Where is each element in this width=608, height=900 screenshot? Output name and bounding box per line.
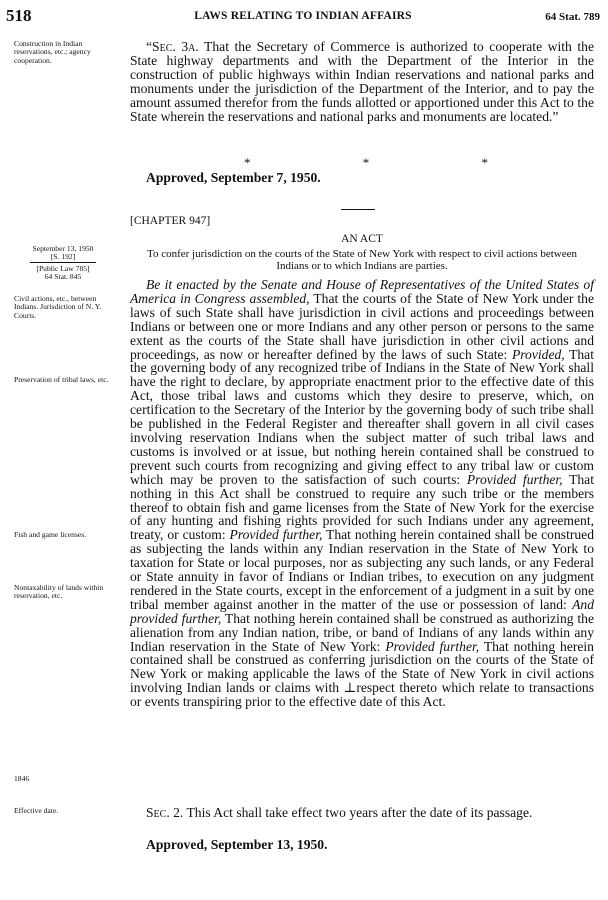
- enacting-text: That nothing herein contained shall be construed as subjecting the lands within any Indian reservation in the State of New York to taxation for State or local purposes, nor as subjecting any such lands, or any Federal or State annuity in favor of Indians or Indian tribes, to execution on any judgment rendered in the State courts, except in the enforcement of a judgment in a suit by one tribal member against another in the matter of the use or possession of land:: [130, 527, 595, 612]
- proviso: Provided further,: [385, 638, 480, 654]
- proviso: Provided further,: [466, 471, 563, 487]
- sidenote-date-text: September 13, 1950: [32, 244, 94, 253]
- act-title: To confer jurisdiction on the courts of the State of New York with respect to civil actions between Indians or to which Indians are parties.: [147, 248, 577, 272]
- enacting-text: That nothing herein contained shall be construed as conferring jurisdiction on the courts of the State of New York or making applicable the laws of the State of New York in civil actions involving Indian lands or claims with ⊥respect thereto which relate to transactions or events transpiring prior to the effective date of this Act.: [130, 638, 594, 710]
- enacting-text: That nothing in this Act shall be construed to require any such tribe or the members thereof to obtain fish and game licenses from the State of New York for the exercise of any hunting and fishing rights provided for such Indians under any agreement, treaty, or custom:: [130, 471, 594, 543]
- enacting-text: That the governing body of any recognized tribe of Indians in the State of New York shall have the right to declare, by appropriate enactment prior to the effective date of this Act, those tribal laws and customs which they desire to preserve, which, on certification to the Secretary of the Interior by the governing body of such tribe shall be published in the Federal Register and thereafter shall govern in all civil cases involving reservation Indians when the subject matter of such tribal laws and customs is involved or at issue, but nothing herein contained shall be construed to prevent such courts from recognizing and giving effect to any tribal law or custom which may be proven to the satisfaction of such courts:: [130, 346, 594, 487]
- sidenote-date: [8, 245, 118, 282]
- section-3a-label: “Sec. 3a.: [146, 39, 199, 54]
- approval-date-2: Approved, September 13, 1950.: [146, 837, 328, 852]
- enacting-clause: [130, 278, 594, 709]
- page-header: [6, 6, 600, 26]
- enacting-text: That nothing herein contained shall be construed as authorizing the alienation from any Indian nation, tribe, or band of Indians of any lands within any Indian reservation in the State of New York:: [130, 610, 595, 654]
- act-heading: AN ACT: [341, 233, 383, 245]
- approval-date-1: Approved, September 7, 1950.: [146, 170, 321, 185]
- running-head: LAWS RELATING TO INDIAN AFFAIRS: [194, 10, 412, 22]
- section-divider: [341, 209, 375, 210]
- stat-reference: 64 Stat. 789: [545, 11, 600, 23]
- sidenote-stat: 64 Stat. 845: [44, 272, 82, 282]
- star: *: [244, 155, 251, 170]
- sidenote-effective: Effective date.: [14, 806, 59, 815]
- enacting-text: That the courts of the State of New York under the laws of such State shall have jurisdiction in civil actions and proceedings between Indians or between one or more Indians and any other person or persons to the same extent as the courts of the State shall have jurisdiction in other civil actions and proceedings, as now or hereafter defined by the laws of such State:: [130, 290, 595, 362]
- page-number: 518: [6, 6, 32, 25]
- sidenote-tribal: Preservation of tribal laws, etc.: [14, 375, 109, 384]
- sidenote-construction: Construction in Indian reservations, etc.; agency cooperation.: [14, 39, 91, 65]
- section-3a: [130, 40, 594, 123]
- star: *: [481, 155, 488, 170]
- sidenote-tax: Nontaxability of lands within reservation, etc.: [14, 583, 104, 601]
- proviso: And provided further,: [130, 596, 594, 626]
- proviso: Provided,: [511, 346, 565, 362]
- enacting-formula: Be it enacted by the Senate and House of Representatives of the United States of America in Congress assembled,: [130, 277, 594, 306]
- chapter-label: [CHAPTER 947]: [130, 215, 211, 227]
- ellipsis-stars: [244, 155, 488, 171]
- section-3a-text: That the Secretary of Commerce is authorized to cooperate with the State highway departments and with the Department of the Interior in the construction of public highways within Indian reservations and national parks and monuments under the jurisdiction of the Department of the Interior, and to pay the amount assumed therefor from the funds allotted or apportioned under this Act to the State wherein the reservations and national parks and monuments are located.”: [130, 39, 594, 124]
- section-2-label: Sec. 2.: [146, 805, 184, 820]
- sidenote-bill: [S. 192]: [30, 253, 96, 262]
- section-2: [130, 806, 594, 820]
- star: *: [362, 155, 370, 170]
- proviso: Provided further,: [229, 527, 323, 543]
- sidenote-public-law: [Public Law 785]: [36, 263, 90, 273]
- sidenote-civil: Civil actions, etc., between Indians. Jurisdiction of N. Y. Courts.: [14, 294, 102, 320]
- sidenote-page-ref: 1846: [14, 774, 30, 783]
- section-2-text: This Act shall take effect two years after the date of its passage.: [183, 805, 533, 820]
- sidenote-fish: Fish and game licenses.: [14, 530, 87, 539]
